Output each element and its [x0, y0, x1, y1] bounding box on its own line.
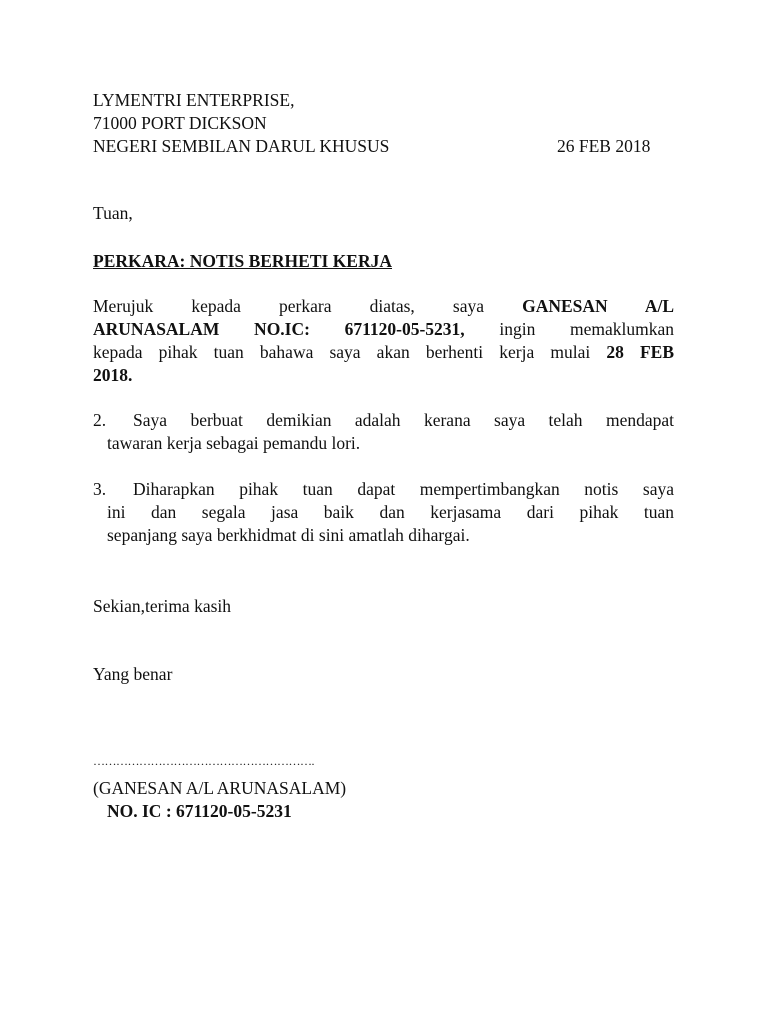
signature-line: ………………………………………………….	[93, 754, 314, 768]
sender-company: LYMENTRI ENTERPRISE,	[93, 90, 295, 110]
p2-number: 2.	[93, 410, 107, 430]
p3-number: 3.	[93, 479, 107, 499]
p1-text: kepada pihak tuan bahawa saya akan berhenti kerja mulai	[93, 342, 591, 362]
signer-ic: NO. IC : 671120-05-5231	[107, 801, 292, 821]
p1-ic: ARUNASALAM NO.IC: 671120-05-5231,	[93, 319, 465, 339]
p3-line: Diharapkan pihak tuan dapat mempertimbangkan notis saya	[133, 479, 674, 499]
p2-line: Saya berbuat demikian adalah kerana saya telah mendapat	[133, 410, 674, 430]
signoff: Yang benar	[93, 664, 173, 684]
p1-name: GANESAN A/L	[522, 296, 674, 316]
p1-year: 2018.	[93, 365, 133, 385]
signer-name: (GANESAN A/L ARUNASALAM)	[93, 778, 347, 798]
p2-line: tawaran kerja sebagai pemandu lori.	[107, 433, 361, 453]
closing: Sekian,terima kasih	[93, 596, 232, 616]
p1-text: ingin memaklumkan	[499, 319, 674, 339]
subject: PERKARA: NOTIS BERHETI KERJA	[93, 251, 393, 271]
p3-line: ini dan segala jasa baik dan kerjasama dari pihak tuan	[107, 502, 674, 522]
salutation: Tuan,	[93, 203, 133, 223]
sender-state: NEGERI SEMBILAN DARUL KHUSUS	[93, 136, 390, 156]
sender-postcode: 71000 PORT DICKSON	[93, 113, 267, 133]
p3-line: sepanjang saya berkhidmat di sini amatlah dihargai.	[107, 525, 470, 545]
letter-date: 26 FEB 2018	[557, 136, 651, 156]
p1-text: Merujuk kepada perkara diatas, saya	[93, 296, 484, 316]
p1-date: 28 FEB	[606, 342, 675, 362]
